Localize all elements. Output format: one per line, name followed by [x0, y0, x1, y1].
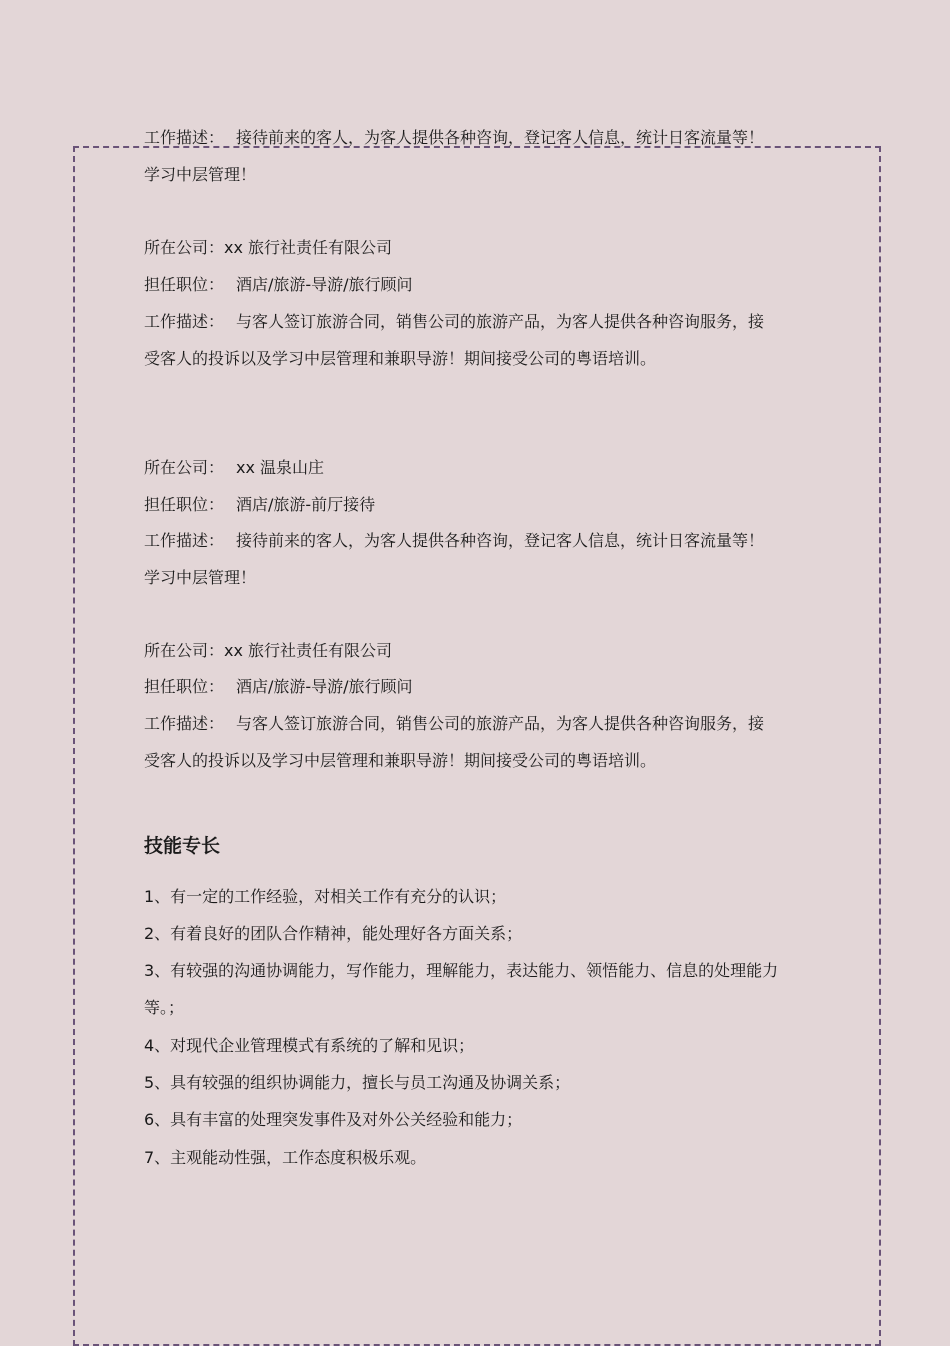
work-description-row	[144, 311, 764, 333]
work-description-row	[144, 127, 764, 149]
work-description-text: 接待前来的客人，为客人提供各种咨询，登记客人信息，统计日客流量等！	[236, 531, 765, 550]
work-description-row	[144, 713, 764, 735]
company-value: xx 旅行社责任有限公司	[224, 641, 393, 660]
work-description-continuation: 学习中层管理！	[144, 568, 257, 587]
work-description-text: 接待前来的客人，为客人提供各种咨询，登记客人信息，统计日客流量等！	[236, 128, 765, 147]
work-description-row	[144, 530, 764, 552]
skill-item-continuation: 等。；	[144, 998, 185, 1017]
skill-item: 4、对现代企业管理模式有系统的了解和见识；	[144, 1036, 475, 1055]
position-label: 担任职位：	[144, 275, 225, 294]
skill-item: 1、有一定的工作经验，对相关工作有充分的认识；	[144, 887, 507, 906]
work-description-text: 与客人签订旅游合同，销售公司的旅游产品，为客人提供各种咨询服务，接	[236, 312, 765, 331]
skill-item: 5、具有较强的组织协调能力，擅长与员工沟通及协调关系；	[144, 1073, 571, 1092]
position-value: 酒店/旅游-前厅接待	[236, 495, 376, 514]
work-description-label: 工作描述：	[144, 128, 225, 147]
company-row	[144, 640, 392, 662]
position-label: 担任职位：	[144, 677, 225, 696]
company-row	[144, 237, 392, 259]
company-value: xx 温泉山庄	[236, 458, 325, 477]
skills-heading: 技能专长	[144, 835, 221, 857]
work-description-text: 与客人签订旅游合同，销售公司的旅游产品，为客人提供各种咨询服务，接	[236, 714, 765, 733]
work-description-label: 工作描述：	[144, 312, 225, 331]
work-description-continuation: 受客人的投诉以及学习中层管理和兼职导游！期间接受公司的粤语培训。	[144, 751, 657, 770]
skill-item: 2、有着良好的团队合作精神，能处理好各方面关系；	[144, 924, 523, 943]
work-description-label: 工作描述：	[144, 714, 225, 733]
position-row	[144, 676, 413, 698]
company-value: xx 旅行社责任有限公司	[224, 238, 393, 257]
work-description-label: 工作描述：	[144, 531, 225, 550]
company-row	[144, 457, 324, 479]
skill-item: 3、有较强的沟通协调能力，写作能力，理解能力，表达能力、领悟能力、信息的处理能力	[144, 961, 779, 980]
position-row	[144, 494, 375, 516]
work-description-continuation: 学习中层管理！	[144, 165, 257, 184]
position-value: 酒店/旅游-导游/旅行顾问	[236, 677, 413, 696]
position-label: 担任职位：	[144, 495, 225, 514]
position-row	[144, 274, 413, 296]
position-value: 酒店/旅游-导游/旅行顾问	[236, 275, 413, 294]
company-label: 所在公司：	[144, 238, 225, 257]
company-label: 所在公司：	[144, 458, 225, 477]
work-description-continuation: 受客人的投诉以及学习中层管理和兼职导游！期间接受公司的粤语培训。	[144, 349, 657, 368]
skill-item: 7、主观能动性强，工作态度积极乐观。	[144, 1148, 427, 1167]
skill-item: 6、具有丰富的处理突发事件及对外公关经验和能力；	[144, 1110, 523, 1129]
company-label: 所在公司：	[144, 641, 225, 660]
